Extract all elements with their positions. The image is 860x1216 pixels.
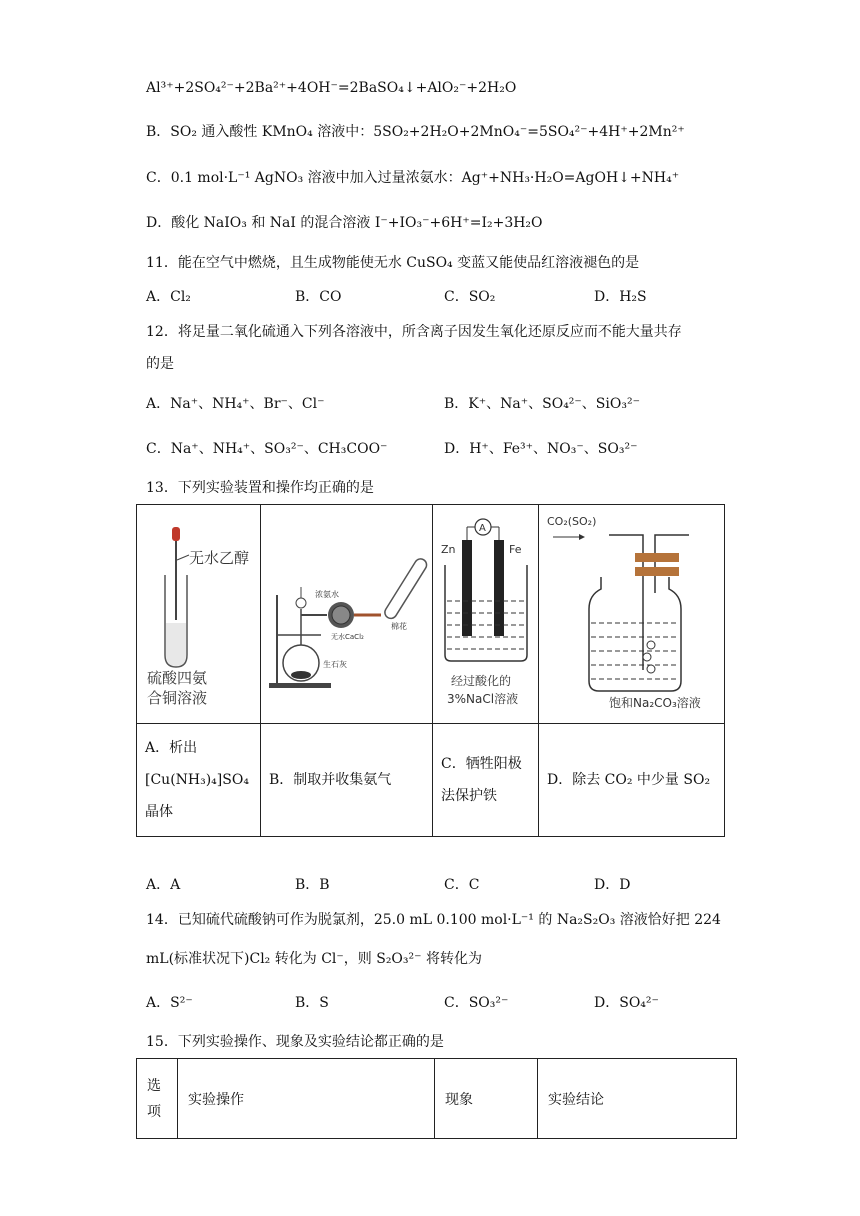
caption-a-line1: A．析出 xyxy=(145,740,198,756)
stopper xyxy=(635,553,679,562)
fig-b-label-lime: 生石灰 xyxy=(323,660,347,669)
q11-option-d: D．H₂S xyxy=(594,289,647,305)
q15-header-row xyxy=(137,1059,737,1139)
q10-option-d: D．酸化 NaIO₃ 和 NaI 的混合溶液 I⁻+IO₃⁻+6H⁺=I₂+3H₂O xyxy=(146,215,543,231)
q12-stem-line1: 12．将足量二氧化硫通入下列各溶液中，所含离子因发生氧化还原反应而不能大量共存 xyxy=(146,324,682,340)
q13-figure-d xyxy=(539,505,725,724)
caption-d-text: D．除去 CO₂ 中少量 SO₂ xyxy=(547,772,711,788)
q14-stem-line1: 14．已知硫代硫酸钠可作为脱氯剂，25.0 mL 0.100 mol·L⁻¹ 的 Na₂S₂O₃ 溶液恰好把 224 xyxy=(146,912,721,928)
arrow-head xyxy=(579,534,585,540)
gas-bubble xyxy=(643,653,651,661)
q15-header-operation: 实验操作 xyxy=(178,1059,435,1139)
test-tube-dropper-diagram xyxy=(137,505,260,719)
q13-stem: 13．下列实验装置和操作均正确的是 xyxy=(146,480,374,496)
fig-b-label-ammonia: 浓氨水 xyxy=(315,590,339,599)
q15-stem: 15．下列实验操作、现象及实验结论都正确的是 xyxy=(146,1034,444,1050)
q15-header-phenomenon: 现象 xyxy=(435,1059,538,1139)
q10-option-a-equation: Al³⁺+2SO₄²⁻+2Ba²⁺+4OH⁻=2BaSO₄↓+AlO₂⁻+2H₂O xyxy=(146,80,517,96)
gas-bubble xyxy=(647,641,655,649)
collection-tube-group xyxy=(383,557,429,621)
fig-d-label-gas: CO₂(SO₂) xyxy=(547,515,597,528)
q13-option-a: A．A xyxy=(146,877,181,893)
q13-caption-b xyxy=(261,724,433,837)
q13-caption-c xyxy=(433,724,539,837)
q14-stem-line2: mL(标准状况下)Cl₂ 转化为 Cl⁻，则 S₂O₃²⁻ 将转化为 xyxy=(146,951,482,967)
q13-figure-c xyxy=(433,505,539,724)
fig-a-label-line2: 合铜溶液 xyxy=(147,689,208,707)
q15-table xyxy=(136,1058,737,1139)
collection-tube xyxy=(383,557,429,621)
drying-agent xyxy=(332,606,350,624)
zn-electrode xyxy=(462,540,472,636)
dropping-funnel xyxy=(296,598,306,608)
q14-option-b: B．S xyxy=(295,995,329,1011)
caption-c-line1: C．牺牲阳极 xyxy=(441,756,522,772)
fig-c-label-line1: 经过酸化的 xyxy=(451,674,512,688)
q12-option-c: C．Na⁺、NH₄⁺、SO₃²⁻、CH₃COO⁻ xyxy=(146,441,388,457)
caption-a-line2: [Cu(NH₃)₄]SO₄ xyxy=(145,772,249,788)
q12-stem-line2: 的是 xyxy=(146,356,174,372)
q14-option-c: C．SO₃²⁻ xyxy=(444,995,509,1011)
caption-a-line3: 晶体 xyxy=(145,804,173,820)
q13-option-b: B．B xyxy=(295,877,330,893)
q15-header-conclusion: 实验结论 xyxy=(538,1059,737,1139)
q15-header-option: 选项 xyxy=(137,1059,178,1139)
label-pointer xyxy=(177,555,189,560)
fe-electrode xyxy=(494,540,504,636)
fig-b-label-cotton: 棉花 xyxy=(391,622,407,631)
q13-option-c: C．C xyxy=(444,877,480,893)
electrochem-cell-diagram xyxy=(433,505,538,719)
q10-option-b: B．SO₂ 通入酸性 KMnO₄ 溶液中：5SO₂+2H₂O+2MnO₄⁻=5SO₄²⁻+4H⁺+2Mn²⁺ xyxy=(146,124,685,140)
quicklime xyxy=(291,671,311,679)
q12-option-a: A．Na⁺、NH₄⁺、Br⁻、Cl⁻ xyxy=(146,396,325,412)
fig-a-label-line1: 硫酸四氨 xyxy=(147,669,208,687)
ammeter-label: A xyxy=(479,523,486,534)
q13-figure-a xyxy=(137,505,261,724)
gas-bubble xyxy=(647,665,655,673)
outlet-tube xyxy=(655,535,689,593)
fe-label: Fe xyxy=(509,543,522,556)
q12-option-b: B．K⁺、Na⁺、SO₄²⁻、SiO₃²⁻ xyxy=(444,396,640,412)
test-tube-liquid xyxy=(166,623,186,666)
zn-label: Zn xyxy=(441,543,456,556)
fig-d-label-solution: 饱和Na₂CO₃溶液 xyxy=(609,696,701,710)
caption-b-text: B．制取并收集氨气 xyxy=(269,772,392,788)
gas-washing-bottle-diagram xyxy=(539,505,724,719)
q11-option-b: B．CO xyxy=(295,289,342,305)
q13-caption-a xyxy=(137,724,261,837)
dropper-bulb xyxy=(172,527,180,541)
q12-option-d: D．H⁺、Fe³⁺、NO₃⁻、SO₃²⁻ xyxy=(444,441,638,457)
q11-option-c: C．SO₂ xyxy=(444,289,496,305)
q13-figure-b xyxy=(261,505,433,724)
ammonia-apparatus-diagram xyxy=(261,505,432,719)
fig-c-label-line2: 3%NaCl溶液 xyxy=(447,692,519,706)
stopper xyxy=(635,567,679,576)
q10-option-c: C．0.1 mol·L⁻¹ AgNO₃ 溶液中加入过量浓氨水：Ag⁺+NH₃·H₂O=AgOH↓+NH₄⁺ xyxy=(146,170,680,186)
fig-b-label-cacl2: 无水CaCl₂ xyxy=(331,633,364,641)
fig-a-label-ethanol: 无水乙醇 xyxy=(189,549,250,567)
stand-base xyxy=(269,683,331,688)
caption-c-line2: 法保护铁 xyxy=(441,788,497,804)
q14-option-a: A．S²⁻ xyxy=(146,995,193,1011)
q13-caption-d xyxy=(539,724,725,837)
q14-option-d: D．SO₄²⁻ xyxy=(594,995,659,1011)
q11-stem: 11．能在空气中燃烧，且生成物能使无水 CuSO₄ 变蓝又能使品红溶液褪色的是 xyxy=(146,255,640,271)
bottle xyxy=(589,577,681,691)
q13-apparatus-table xyxy=(136,504,725,837)
q11-option-a: A．Cl₂ xyxy=(146,289,191,305)
q13-option-d: D．D xyxy=(594,877,631,893)
